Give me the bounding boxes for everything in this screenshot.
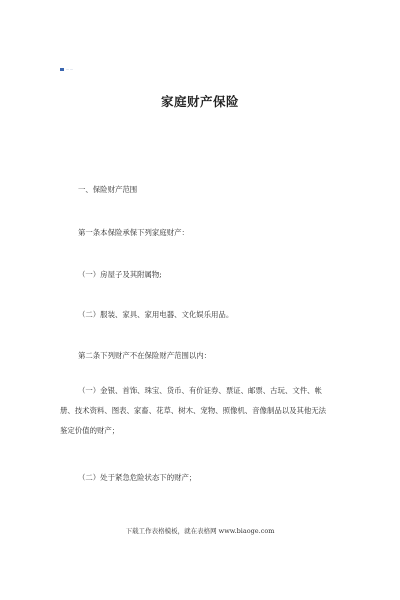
section-heading: 一、保险财产范围 <box>78 185 138 194</box>
article-2-item-1-line-2: 册、技术资料、图表、家畜、花草、树木、宠物、照像机、音像制品以及其他无法 <box>60 406 327 415</box>
logo <box>60 68 73 71</box>
document-title: 家庭财产保险 <box>160 94 239 109</box>
article-1-item-2: （二）服装、家具、家用电器、文化娱乐用品。 <box>78 310 234 319</box>
article-2-item-1-line-1: （一）金银、首饰、珠宝、货币、有价证券、票证、邮票、古玩、文件、帐 <box>78 386 322 395</box>
article-1-item-1: （一）房屋子及其附属物; <box>78 270 162 279</box>
article-2-item-1 <box>60 381 350 441</box>
article-2-item-2: （二）处于紧急危险状态下的财产； <box>78 473 197 482</box>
logo-mark-icon <box>60 68 64 71</box>
article-1: 第一条本保险承保下列家庭财产： <box>78 228 189 237</box>
article-2-item-1-line-3: 鉴定价值的财产； <box>60 426 120 435</box>
footer-text: 下载工作表格模板，就在表格网 www.biaoge.com <box>125 527 275 535</box>
logo-text: — — <box>66 67 73 71</box>
article-2: 第二条下列财产不在保险财产范围以内： <box>78 351 212 360</box>
